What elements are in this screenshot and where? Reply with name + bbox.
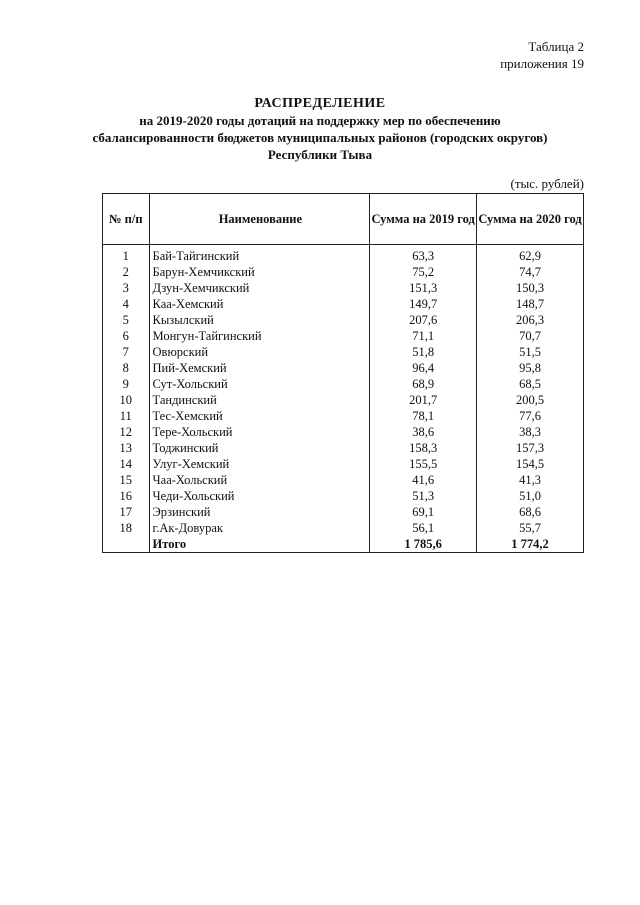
cell-num: 10 xyxy=(103,392,150,408)
total-2020: 1 774,2 xyxy=(477,536,584,553)
table-header-row xyxy=(103,194,584,245)
table-row xyxy=(103,312,584,328)
table-row xyxy=(103,408,584,424)
cell-num: 16 xyxy=(103,488,150,504)
cell-num: 9 xyxy=(103,376,150,392)
cell-num: 13 xyxy=(103,440,150,456)
cell-2019: 201,7 xyxy=(370,392,477,408)
cell-num: 17 xyxy=(103,504,150,520)
cell-name: Монгун-Тайгинский xyxy=(149,328,370,344)
table-row xyxy=(103,488,584,504)
cell-2019: 68,9 xyxy=(370,376,477,392)
table-row xyxy=(103,520,584,536)
distribution-table xyxy=(102,193,584,553)
cell-2020: 68,6 xyxy=(477,504,584,520)
total-2019: 1 785,6 xyxy=(370,536,477,553)
table-row xyxy=(103,376,584,392)
total-label: Итого xyxy=(149,536,370,553)
table-row xyxy=(103,264,584,280)
cell-2020: 200,5 xyxy=(477,392,584,408)
cell-2019: 75,2 xyxy=(370,264,477,280)
cell-num: 4 xyxy=(103,296,150,312)
cell-2019: 151,3 xyxy=(370,280,477,296)
appendix-reference xyxy=(500,38,584,72)
cell-num: 11 xyxy=(103,408,150,424)
cell-name: Сут-Хольский xyxy=(149,376,370,392)
cell-name: Тес-Хемский xyxy=(149,408,370,424)
cell-2020: 62,9 xyxy=(477,245,584,265)
header-num: № п/п xyxy=(103,194,150,245)
header-2019: Сумма на 2019 год xyxy=(370,194,477,245)
cell-2020: 38,3 xyxy=(477,424,584,440)
cell-2019: 41,6 xyxy=(370,472,477,488)
document-title: РАСПРЕДЕЛЕНИЕ xyxy=(254,96,386,111)
document-heading xyxy=(60,95,580,163)
cell-2019: 207,6 xyxy=(370,312,477,328)
cell-2019: 56,1 xyxy=(370,520,477,536)
cell-2020: 150,3 xyxy=(477,280,584,296)
appendix-table-number: Таблица 2 xyxy=(528,39,584,54)
total-num-cell xyxy=(103,536,150,553)
heading-line-1: на 2019-2020 годы дотаций на поддержку мер по обеспечению xyxy=(139,113,501,128)
cell-num: 14 xyxy=(103,456,150,472)
table-row xyxy=(103,245,584,265)
cell-2019: 155,5 xyxy=(370,456,477,472)
cell-name: Эрзинский xyxy=(149,504,370,520)
table-row xyxy=(103,344,584,360)
cell-2020: 68,5 xyxy=(477,376,584,392)
table-row xyxy=(103,328,584,344)
header-2020: Сумма на 2020 год xyxy=(477,194,584,245)
heading-line-3: Республики Тыва xyxy=(267,147,373,162)
cell-2019: 158,3 xyxy=(370,440,477,456)
cell-2020: 74,7 xyxy=(477,264,584,280)
header-name: Наименование xyxy=(149,194,370,245)
cell-2019: 51,3 xyxy=(370,488,477,504)
cell-2020: 206,3 xyxy=(477,312,584,328)
cell-2020: 148,7 xyxy=(477,296,584,312)
cell-num: 7 xyxy=(103,344,150,360)
cell-num: 6 xyxy=(103,328,150,344)
cell-name: Кызылский xyxy=(149,312,370,328)
table-row xyxy=(103,456,584,472)
units-note: (тыс. рублей) xyxy=(510,176,584,191)
cell-2020: 51,0 xyxy=(477,488,584,504)
cell-name: Бай-Тайгинский xyxy=(149,245,370,265)
cell-name: Улуг-Хемский xyxy=(149,456,370,472)
cell-name: Чеди-Хольский xyxy=(149,488,370,504)
cell-num: 5 xyxy=(103,312,150,328)
cell-2019: 63,3 xyxy=(370,245,477,265)
cell-num: 1 xyxy=(103,245,150,265)
cell-2019: 69,1 xyxy=(370,504,477,520)
cell-2020: 70,7 xyxy=(477,328,584,344)
appendix-number: приложения 19 xyxy=(500,56,584,71)
table-row xyxy=(103,424,584,440)
cell-2020: 77,6 xyxy=(477,408,584,424)
table-row xyxy=(103,504,584,520)
cell-2020: 51,5 xyxy=(477,344,584,360)
cell-name: Тандинский xyxy=(149,392,370,408)
cell-2019: 51,8 xyxy=(370,344,477,360)
cell-2020: 41,3 xyxy=(477,472,584,488)
cell-num: 2 xyxy=(103,264,150,280)
table-body xyxy=(103,245,584,553)
heading-line-2: сбалансированности бюджетов муниципальных районов (городских округов) xyxy=(92,130,548,145)
cell-name: Тере-Хольский xyxy=(149,424,370,440)
total-row xyxy=(103,536,584,553)
table-row xyxy=(103,360,584,376)
cell-name: Чаа-Хольский xyxy=(149,472,370,488)
cell-name: Пий-Хемский xyxy=(149,360,370,376)
cell-num: 8 xyxy=(103,360,150,376)
cell-num: 3 xyxy=(103,280,150,296)
cell-2020: 55,7 xyxy=(477,520,584,536)
cell-2020: 154,5 xyxy=(477,456,584,472)
cell-num: 12 xyxy=(103,424,150,440)
table-row xyxy=(103,296,584,312)
cell-name: Дзун-Хемчикский xyxy=(149,280,370,296)
cell-2020: 95,8 xyxy=(477,360,584,376)
table-row xyxy=(103,472,584,488)
cell-2019: 149,7 xyxy=(370,296,477,312)
cell-num: 15 xyxy=(103,472,150,488)
cell-name: Тоджинский xyxy=(149,440,370,456)
table-row xyxy=(103,392,584,408)
cell-2020: 157,3 xyxy=(477,440,584,456)
cell-name: Барун-Хемчикский xyxy=(149,264,370,280)
cell-2019: 96,4 xyxy=(370,360,477,376)
cell-name: г.Ак-Довурак xyxy=(149,520,370,536)
cell-2019: 71,1 xyxy=(370,328,477,344)
table-row xyxy=(103,280,584,296)
cell-name: Овюрский xyxy=(149,344,370,360)
cell-2019: 78,1 xyxy=(370,408,477,424)
cell-num: 18 xyxy=(103,520,150,536)
cell-2019: 38,6 xyxy=(370,424,477,440)
table-row xyxy=(103,440,584,456)
cell-name: Каа-Хемский xyxy=(149,296,370,312)
